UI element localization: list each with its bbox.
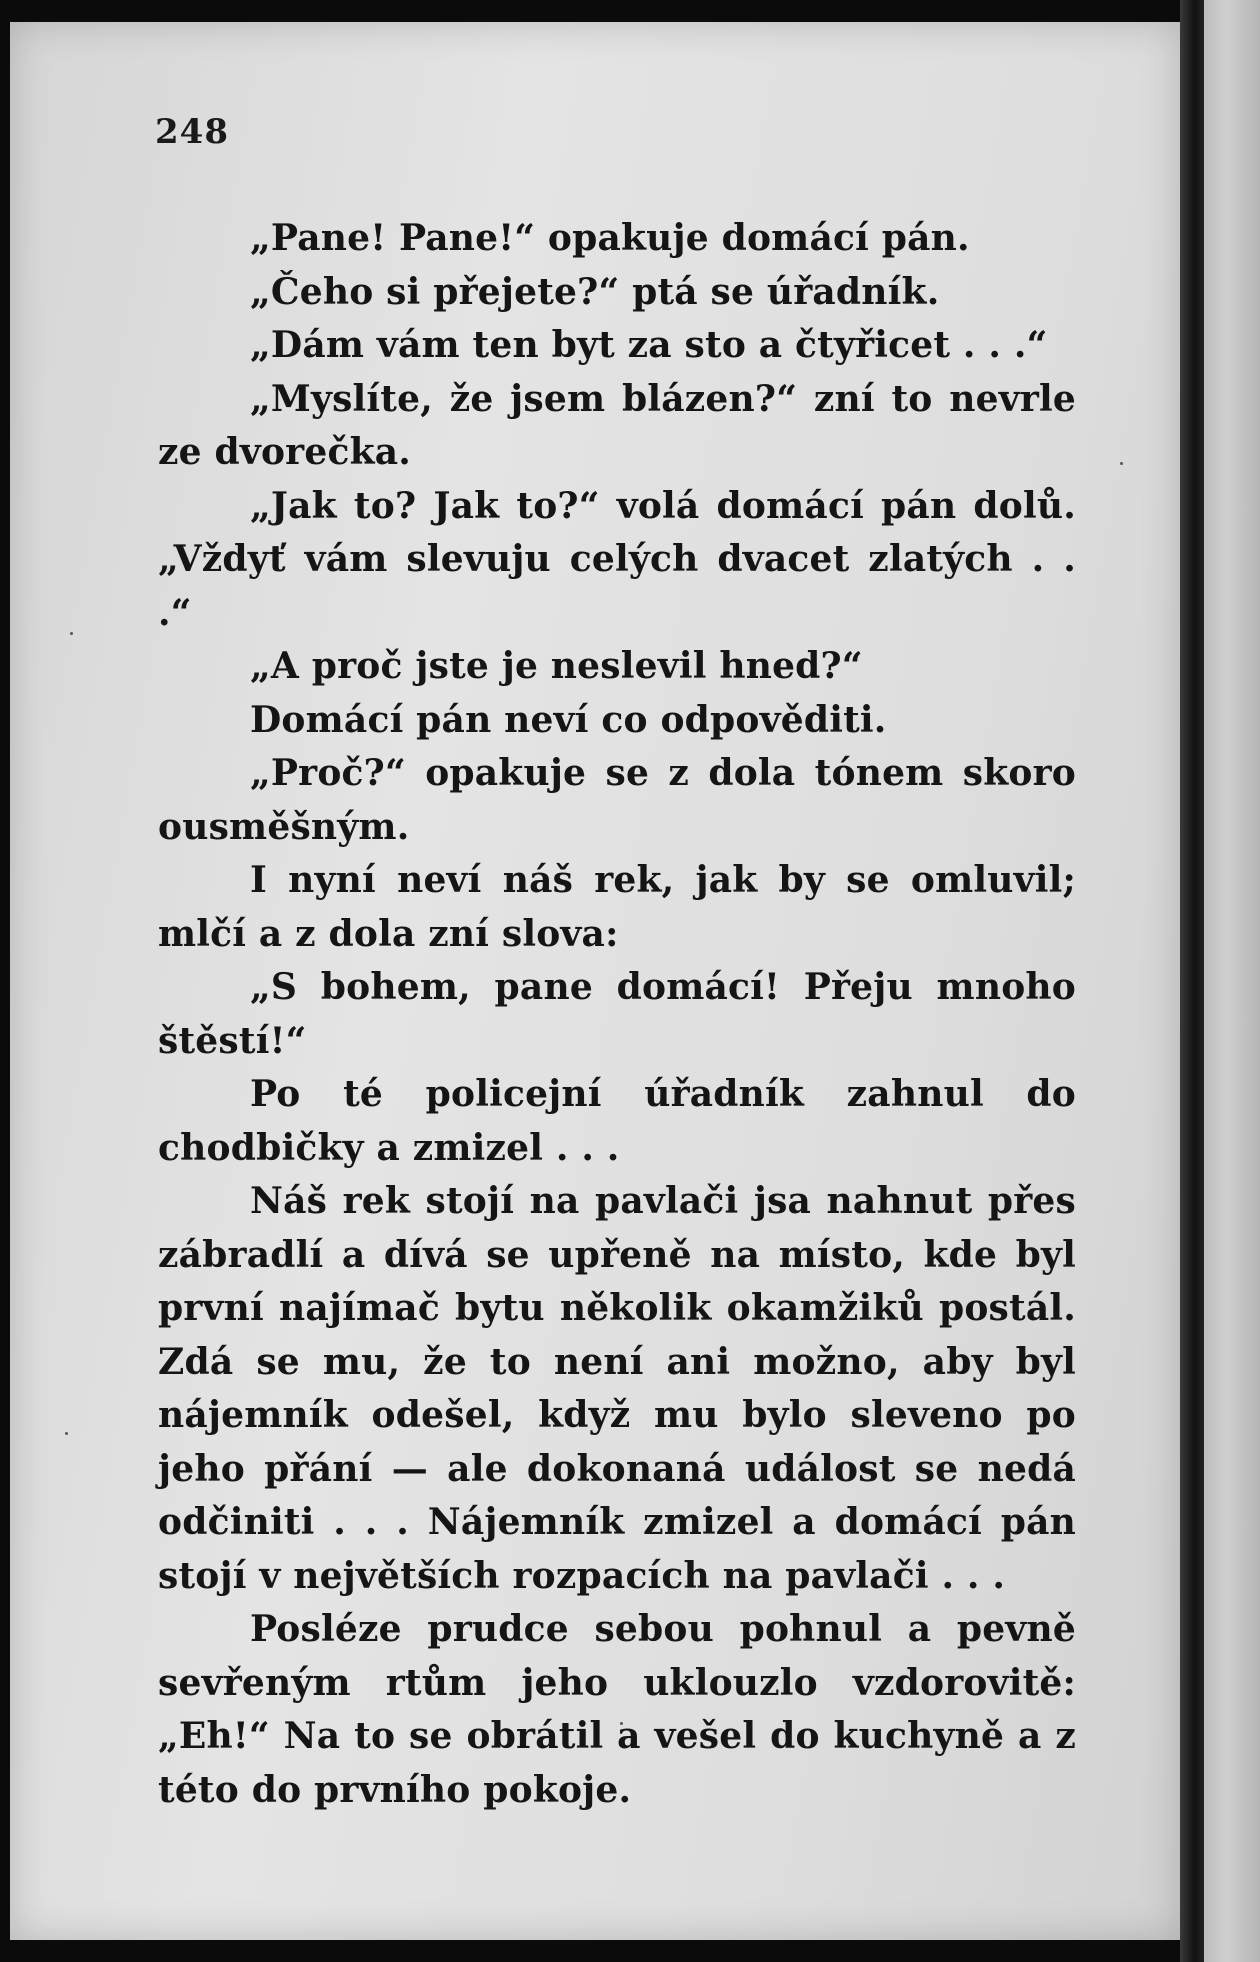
ink-speck: [65, 1432, 68, 1435]
paragraph: „Jak to? Jak to?“ volá domácí pán dolů. „Vždyť vám slevuju celých dvacet zlatých . . .“: [158, 484, 1076, 634]
paragraph: Náš rek stojí na pavlači jsa nahnut přes zábradlí a dívá se upřeně na místo, kde byl první najímač bytu několik okamžiků postál. Zdá se mu, že to není ani možno, aby byl nájemník odešel, když mu bylo sleveno po jeho přání — ale dokonaná událost se nedá odčiniti . . . Nájemník zmizel a domácí pán stojí v největších rozpacích na pavlači . . .: [158, 1180, 1076, 1597]
paragraph: „S bohem, pane domácí! Přeju mnoho štěstí!“: [158, 966, 1076, 1062]
adjacent-page-edge: [1204, 0, 1260, 1962]
ink-speck: [1120, 462, 1123, 465]
paragraph: „A proč jste je neslevil hned?“: [250, 645, 863, 687]
paragraph: „Čeho si přejete?“ ptá se úřadník.: [250, 270, 940, 313]
paragraph: „Myslíte, že jsem blázen?“ zní to nevrle ze dvorečka.: [158, 377, 1076, 473]
paragraph: „Dám vám ten byt za sto a čtyřicet . . .“: [250, 324, 1048, 366]
paragraph: Po té policejní úřadník zahnul do chodbičky a zmizel . . .: [158, 1073, 1076, 1169]
page-body-text: [158, 212, 1076, 1817]
paragraph: I nyní neví náš rek, jak by se omluvil; mlčí a z dola zní slova:: [158, 859, 1076, 955]
page-number: 248: [155, 112, 229, 152]
book-gutter: [1180, 0, 1204, 1962]
ink-speck: [70, 632, 73, 635]
paragraph: Posléze prudce sebou pohnul a pevně sevřeným rtům jeho uklouzlo vzdorovitě: „Eh!“ Na to se obrátil a vešel do kuchyně a z této do prvního pokoje.: [158, 1608, 1076, 1811]
paragraph: „Pane! Pane!“ opakuje domácí pán.: [250, 217, 970, 259]
paragraph: Domácí pán neví co odpověditi.: [250, 698, 887, 741]
paragraph: „Proč?“ opakuje se z dola tónem skoro ousměšným.: [158, 752, 1076, 848]
